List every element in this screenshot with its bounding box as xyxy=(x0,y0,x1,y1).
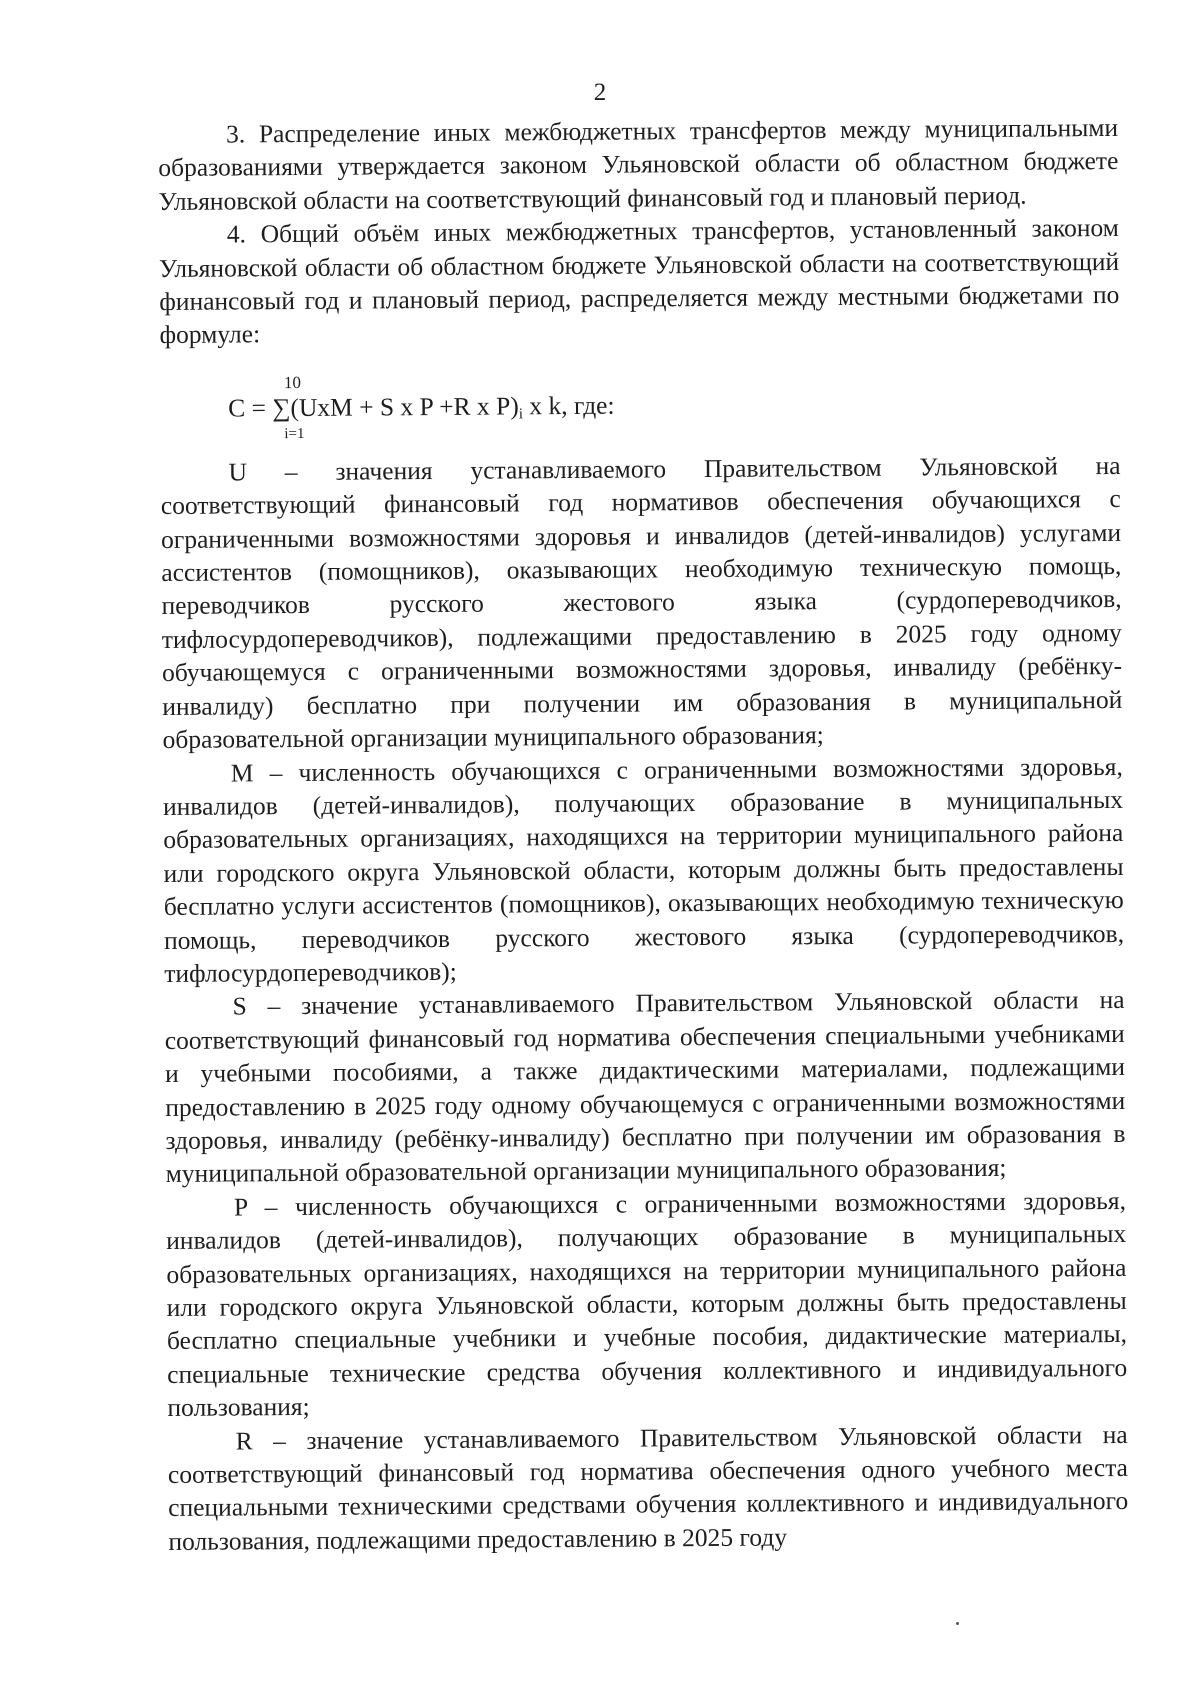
formula-index: i xyxy=(518,406,524,423)
sum-lower-limit: i=1 xyxy=(284,425,305,442)
paragraph-4: 4. Общий объём иных межбюджетных трансфертов, установленный законом Ульяновской области об областном бюджете Ульяновской области на соответствующий финансовый год и плановый период, распределяется между местными бюджетами по формуле: xyxy=(158,213,1120,350)
definition-s: S – значение устанавливаемого Правительством Ульяновской области на соответствующий финансовый год норматива обеспечения специальными учебниками и учебными пособиями, а также дидактическими материалами, подлежащими предоставлению в 2025 году одному обучающемуся с ограниченными возможностями здоровья, инвалиду (ребёнку-инвалиду) бесплатно при получении им образования в муниципальной образовательной организации муниципального образования; xyxy=(164,985,1126,1189)
definition-m: M – численность обучающихся с ограниченными возможностями здоровья, инвалидов (детей-инвалидов), получающих образование в муниципальных образовательных организациях, находящихся на территории муниципального района или городского округа Ульяновской области, которым должны быть предоставлены бесплатно услуги ассистентов (помощников), оказывающих необходимую техническую помощь, переводчиков русского жестового языка (сурдопереводчиков, тифлосурдопереводчиков); xyxy=(162,751,1125,988)
formula-lhs: C = xyxy=(228,393,273,423)
paragraph-3: 3. Распределение иных межбюджетных трансфертов между муниципальными образованиями утверждается законом Ульяновской области об областном бюджете Ульяновской области на соответствующий финансовый год и плановый период. xyxy=(158,112,1119,216)
distribution-formula xyxy=(160,345,1121,456)
formula-expression xyxy=(228,389,615,430)
formula-body: (UxM + S x P +R x P) xyxy=(290,391,519,422)
sum-upper-limit: 10 xyxy=(283,372,302,392)
document-body xyxy=(158,111,1129,1558)
page-number: 2 xyxy=(593,79,607,106)
formula-tail: x k, где: xyxy=(522,390,615,421)
scan-speck xyxy=(956,1622,959,1625)
definition-r: R – значение устанавливаемого Правительством Ульяновской области на соответствующий финансовый год норматива обеспечения одного учебного места специальными техническими средствами обучения коллективного и индивидуального пользования, подлежащими предоставлению в 2025 году xyxy=(167,1419,1129,1556)
definition-p: P – численность обучающихся с ограниченными возможностями здоровья, инвалидов (детей-инвалидов), получающих образование в муниципальных образовательных организациях, находящихся на территории муниципального района или городского округа Ульяновской области, которым должны быть предоставлены бесплатно специальные учебники и учебные пособия, дидактические материалы, специальные технические средства обучения коллективного и индивидуального пользования; xyxy=(166,1185,1128,1423)
sum-symbol: ∑ xyxy=(272,392,291,423)
definition-u: U – значения устанавливаемого Правительством Ульяновской на соответствующий финансовый год нормативов обеспечения обучающихся с ограниченными возможностями здоровья и инвалидов (детей-инвалидов) услугами ассистентов (помощников), оказывающих необходимую техническую помощь, переводчиков русского жестового языка (сурдопереводчиков, тифлосурдопереводчиков), подлежащими предоставлению в 2025 году одному обучающемуся с ограниченными возможностями здоровья, инвалиду (ребёнку-инвалиду) бесплатно при получении им образования в муниципальной образовательной организации муниципального образования; xyxy=(160,450,1123,755)
